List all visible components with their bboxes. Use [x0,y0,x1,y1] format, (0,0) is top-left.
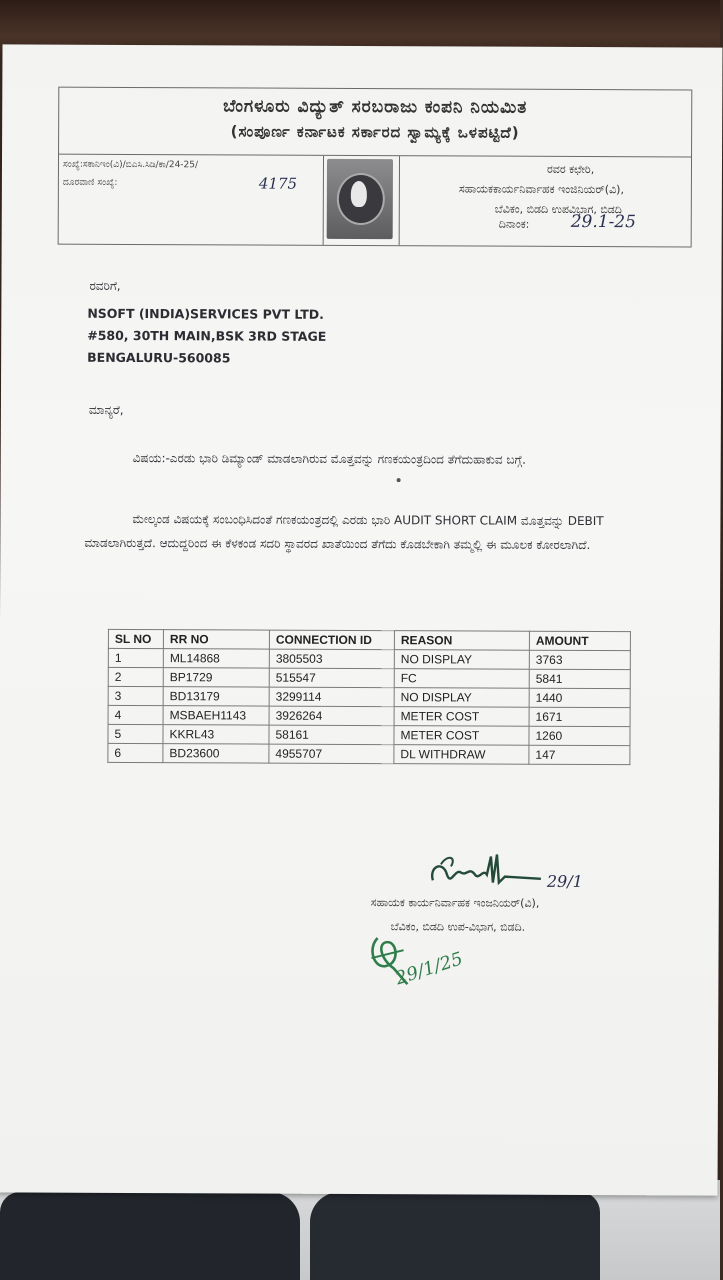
recipient-address [87,303,326,370]
reference-label: ಸಂಖ್ಯೆ:ಸಕಾನಿಇಂ(ವಿ)/ಬಿಎಸಿ.ಸಿಡಿ/ಕಾ/24-25/ [62,159,199,171]
cell: BD13179 [163,687,269,706]
to-label: ರವರಿಗೆ, [89,278,121,293]
cell: 3926264 [269,706,394,726]
office-line: ರವರ ಕಛೇರಿ, [546,162,595,177]
divider [399,156,400,245]
cell: 5 [108,724,163,743]
body-paragraph: ಮೇಲ್ಕಂಡ ವಿಷಯಕ್ಕೆ ಸಂಬಂಧಿಸಿದಂತೆ ಗಣಕಯಂತ್ರದಲ್ಲಿ ಎರಡು ಭಾರಿ AUDIT SHORT CLAIM ಮೊತ್ತವನ್ನು DEBIT ಮಾಡಲಾಗಿರುತ್ತದೆ. ಆದುದ್ದರಿಂದ ಈ ಕೆಳಕಂಡ ಸದರಿ ಸ್ಥಾವರದ ಖಾತೆಯಿಂದ ತೆಗೆದು ಕೊಡಬೇಕಾಗಿ ತಮ್ಮಲ್ಲಿ ಈ ಮೂಲಕ ಕೋರಲಾಗಿದೆ. [84,512,604,553]
signatory-office: ಬೆವಿಕಂ, ಬಿಡದಿ ಉಪ-ವಿಭಾಗ, ಬಿಡದಿ. [390,920,526,934]
phone-label: ದೂರವಾಣಿ ಸಂಖ್ಯೆ: [62,177,118,188]
table-header-row [108,629,630,650]
office-address [459,159,624,220]
signatory-designation: ಸಹಾಯಕ ಕಾರ್ಯನಿರ್ವಾಹಕ ಇಂಜನಿಯರ್(ವಿ), [370,896,540,910]
cell: 4 [108,705,163,724]
cell: 5841 [529,669,630,688]
cell: 515547 [269,668,394,688]
cell: BD23600 [163,744,269,763]
cell: 1260 [529,726,630,745]
left-shoe [0,1192,300,1280]
cell: 4955707 [269,744,394,764]
cell: KKRL43 [163,725,269,744]
letterhead [58,87,693,248]
cell: DL WITHDRAW [394,745,529,765]
cell: FC [394,669,529,689]
salutation: ಮಾನ್ಯರೆ, [88,402,124,417]
table-row [108,724,630,745]
cell: 58161 [269,725,394,745]
column-header: REASON [394,631,529,651]
letter-paper [0,44,723,1195]
divider [323,156,324,245]
cell: 1 [108,648,163,667]
address-line: BENGALURU-560085 [87,349,231,366]
date-value: 29.1-25 [570,211,637,233]
table-row [108,648,630,669]
date-label: ದಿನಾಂಕ: [498,217,530,231]
bescom-logo [327,159,393,239]
ink-dot [397,478,401,482]
cell: 6 [108,743,163,762]
table-row [108,667,630,688]
cell: 1671 [529,707,630,726]
cell: BP1729 [163,668,269,687]
table-row [108,686,630,707]
office-line: ಬೆವಿಕಂ, ಬಿಡದಿ ಉಪವಿಭಾಗ, ಬಿಡದಿ [494,202,622,217]
column-header: CONNECTION ID [269,630,394,650]
cell: 1440 [529,688,630,707]
table-row [108,705,630,726]
right-shoe [310,1192,600,1280]
cell: 3763 [529,650,630,669]
column-header: AMOUNT [529,631,630,650]
address-line: #580, 30TH MAIN,BSK 3RD STAGE [87,327,327,344]
green-initial-date: 29/1/25 [392,948,466,990]
cell: 147 [529,745,630,764]
handwritten-signature [371,846,583,897]
cell: METER COST [394,726,529,746]
reference-number: 4175 [258,174,298,193]
logo-flame-icon [351,181,367,207]
address-line: NSOFT (INDIA)SERVICES PVT LTD. [87,305,324,322]
audit-table [107,629,631,765]
table-row [108,743,630,764]
org-title: ಬೆಂಗಳೂರು ವಿದ್ಯುತ್ ಸರಬರಾಜು ಕಂಪನಿ ನಿಯಮಿತ [223,96,528,118]
office-line: ಸಹಾಯಕಕಾರ್ಯನಿರ್ವಾಹಕ ಇಂಜಿನಿಯರ್(ವಿ), [458,182,625,197]
cell: 2 [108,667,163,686]
cell: 3299114 [269,687,394,707]
divider [59,154,691,158]
cell: 3 [108,686,163,705]
cell: 3805503 [269,649,394,669]
cell: NO DISPLAY [394,650,529,670]
cell: METER COST [394,707,529,727]
column-header: SL NO [108,629,163,648]
subject: ವಿಷಯ:-ಎರಡು ಭಾರಿ ಡಿಮ್ಯಾಂಡ್ ಮಾಡಲಾಗಿರುವ ಮೊತ್ತವನ್ನು ಗಣಕಯಂತ್ರದಿಂದ ತೆಗೆದುಹಾಕುವ ಬಗ್ಗೆ. [132,451,527,467]
signature-date: 29/1 [546,871,583,891]
cell: ML14868 [163,649,269,668]
cell: NO DISPLAY [394,688,529,708]
org-subtitle: (ಸಂಪೂರ್ಣ ಕರ್ನಾಟಕ ಸರ್ಕಾರದ ಸ್ವಾಮ್ಯಕ್ಕೆ ಒಳಪಟ್ಟಿದೆ) [230,122,520,142]
cell: MSBAEH1143 [163,706,269,725]
column-header: RR NO [163,630,269,649]
